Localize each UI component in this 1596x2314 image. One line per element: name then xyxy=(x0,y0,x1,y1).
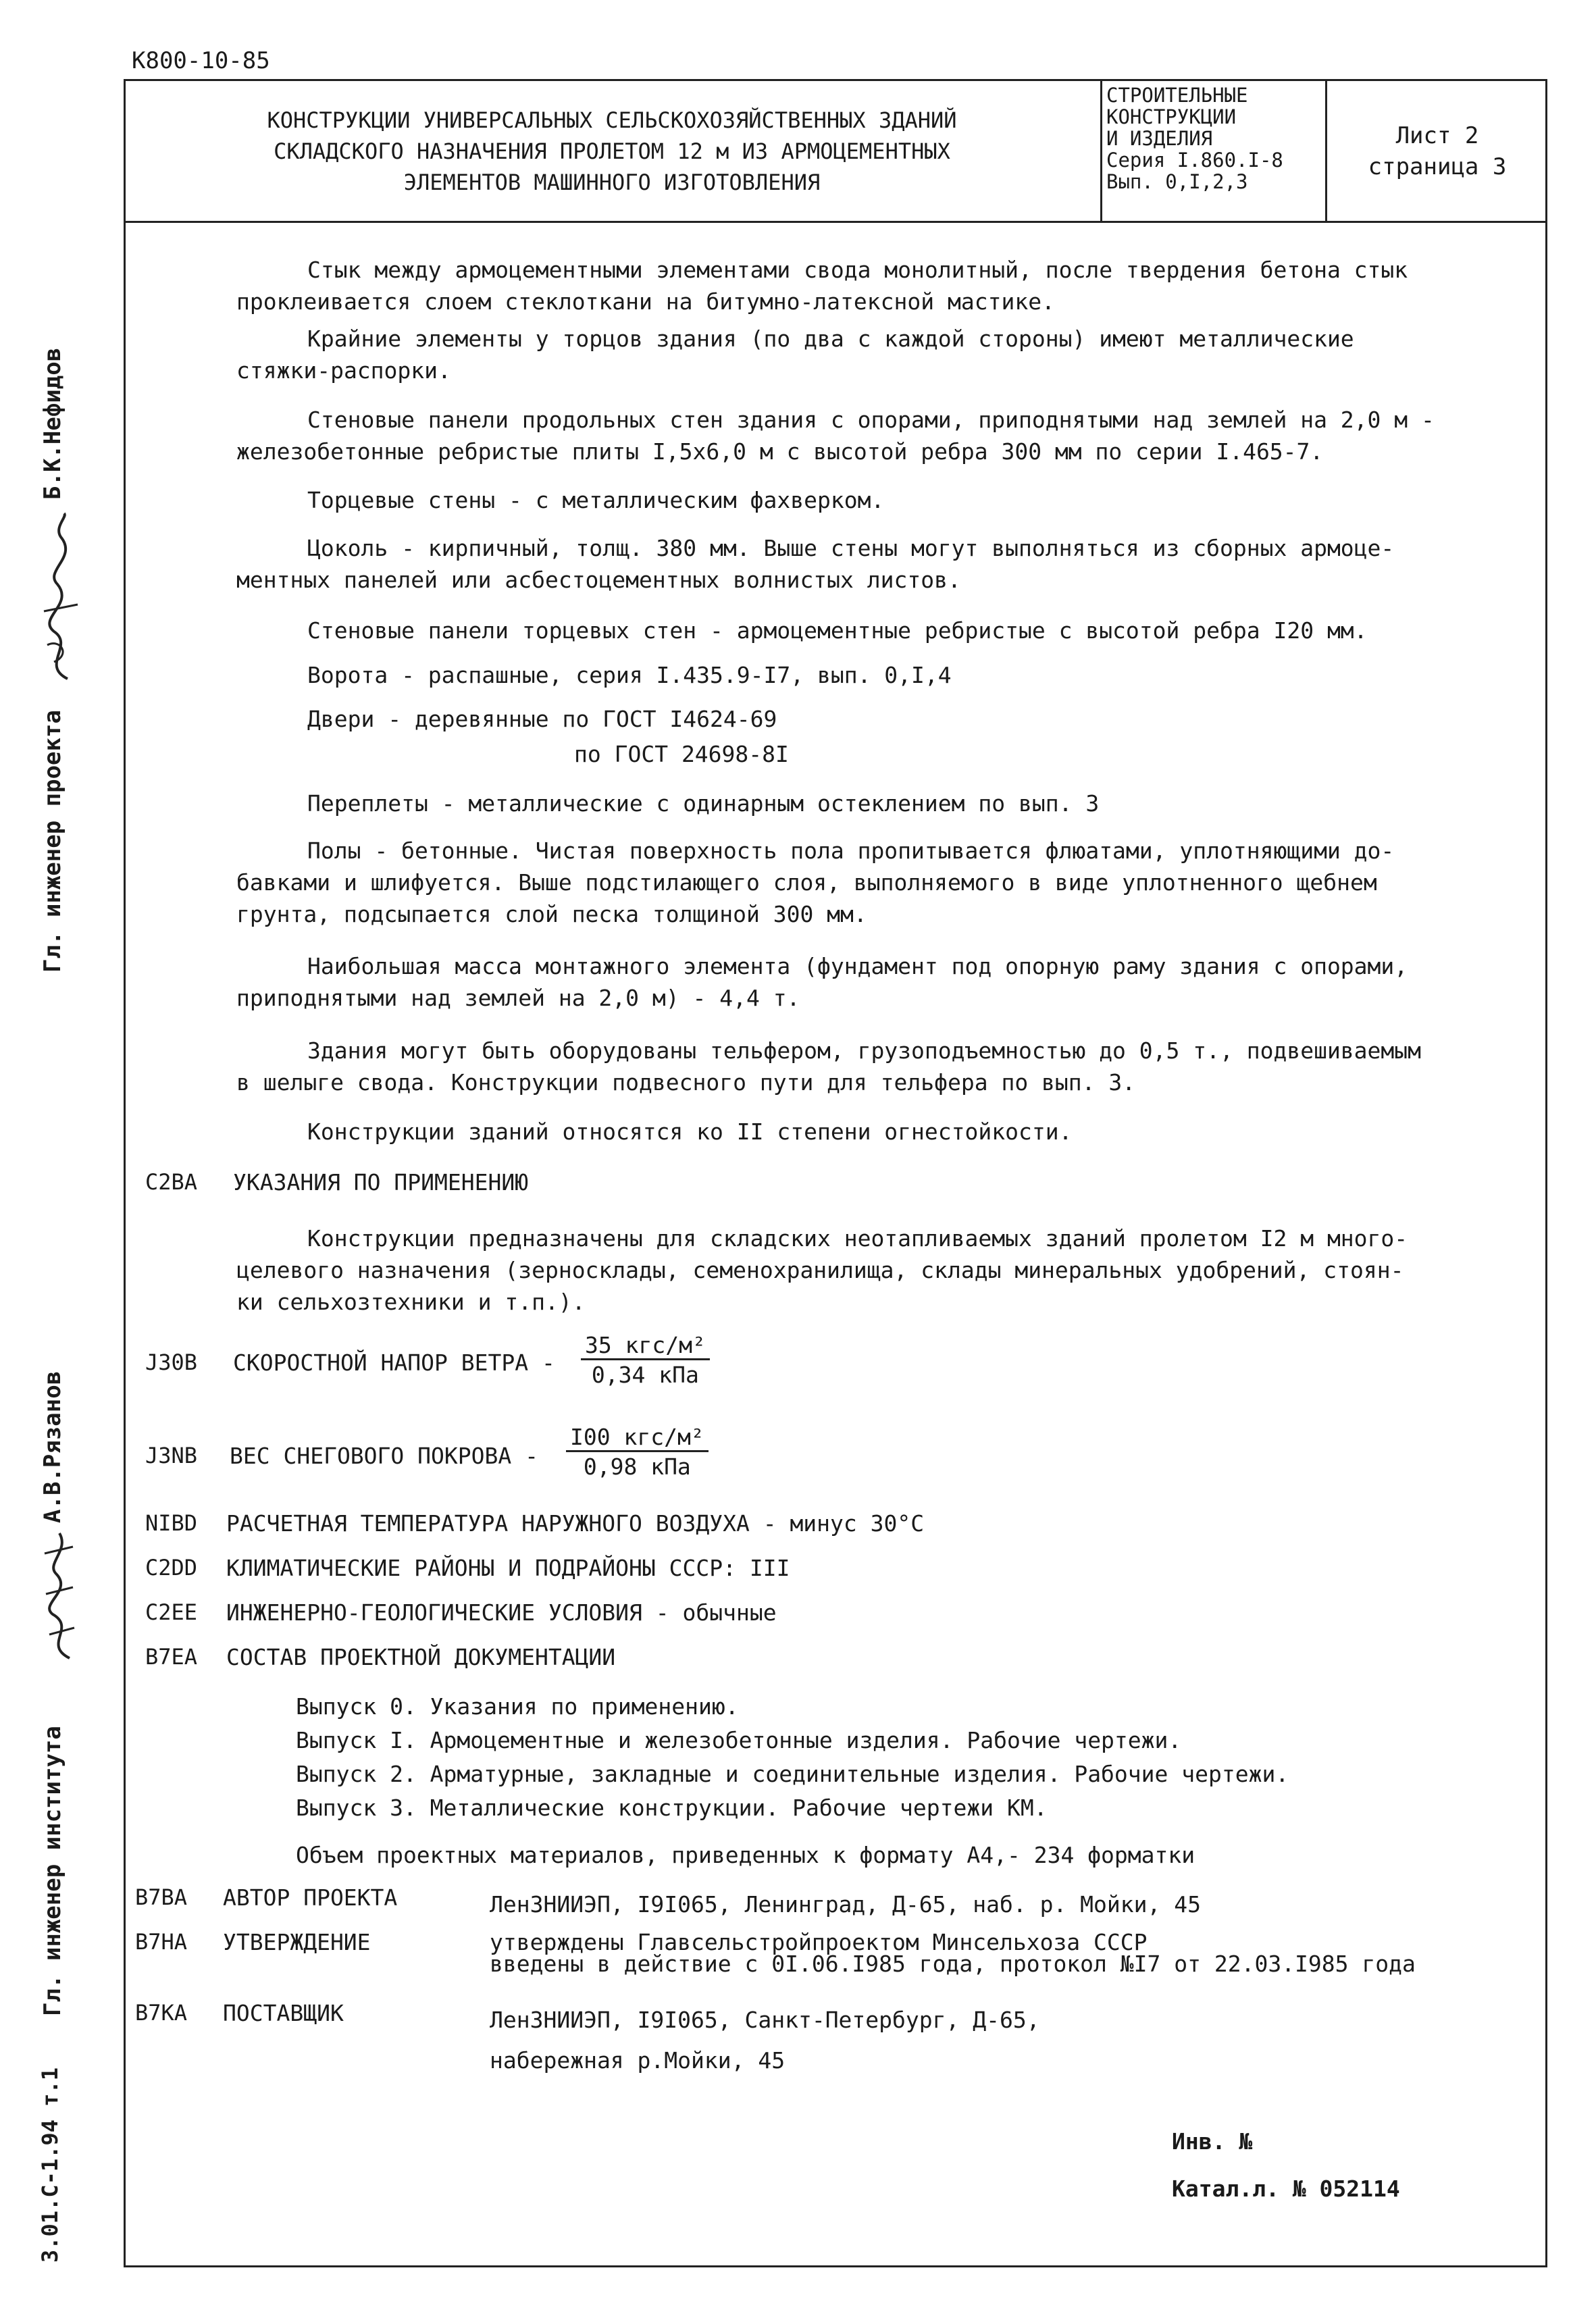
side-institute-engineer-name xyxy=(39,1371,66,1523)
climate-line: КЛИМАТИЧЕСКИЕ РАЙОНЫ И ПОДРАЙОНЫ СССР: III xyxy=(226,1555,790,1581)
body-line: Торцевые стены - с металлическим фахверком. xyxy=(307,487,885,513)
wind-label: СКОРОСТНОЙ НАПОР ВЕТРА - xyxy=(233,1349,555,1376)
supplier-label: ПОСТАВЩИК xyxy=(223,2000,344,2026)
title-block-sheet xyxy=(1325,79,1547,223)
inventory-number: Инв. № xyxy=(1172,2128,1253,2155)
body-line: в шелыге свода. Конструкции подвесного пути для тельфера по вып. 3. xyxy=(236,1069,1136,1096)
series-line-5: Вып. 0,I,2,3 xyxy=(1106,170,1248,193)
issue-line: Выпуск 2. Арматурные, закладные и соединительные изделия. Рабочие чертежи. xyxy=(296,1761,1289,1787)
body-line: Здания могут быть оборудованы тельфером, грузоподъемностью до 0,5 т., подвешиваемым xyxy=(307,1037,1422,1064)
body-line: ментных панелей или асбестоцементных волнистых листов. xyxy=(236,567,961,593)
author-value: ЛенЗНИИЭП, I9I065, Ленинград, Д-65, наб. р. Мойки, 45 xyxy=(490,1891,1201,1918)
issue-line: Выпуск I. Армоцементные и железобетонные изделия. Рабочие чертежи. xyxy=(296,1727,1182,1753)
body-line: Стеновые панели продольных стен здания с опорами, приподнятыми над землей на 2,0 м - xyxy=(307,407,1435,433)
temperature-line: РАСЧЕТНАЯ ТЕМПЕРАТУРА НАРУЖНОГО ВОЗДУХА - минус 30°С xyxy=(226,1510,925,1537)
series-line-2: КОНСТРУКЦИИ xyxy=(1106,105,1237,128)
body-line: приподнятыми над землей на 2,0 м) - 4,4 т. xyxy=(236,985,800,1011)
body-line: бавками и шлифуется. Выше подстилающего слоя, выполняемого в виде уплотненного щебнем xyxy=(236,869,1377,896)
section-code: B7BA xyxy=(135,1884,188,1910)
body-line: по ГОСТ 24698-8I xyxy=(574,741,789,767)
body-line: ки сельхозтехники и т.п.). xyxy=(236,1289,586,1315)
section-code: J3NB xyxy=(145,1443,198,1468)
title-block-series xyxy=(1100,79,1325,223)
series-line-3: И ИЗДЕЛИЯ xyxy=(1106,127,1213,150)
signature-project xyxy=(27,510,91,686)
body-line: Ворота - распашные, серия I.435.9-I7, вып. 0,I,4 xyxy=(307,662,952,688)
page-number: страница 3 xyxy=(1368,153,1507,180)
body-line: Стеновые панели торцевых стен - армоцементные ребристые с высотой ребра I20 мм. xyxy=(307,617,1368,644)
body-line: Наибольшая масса монтажного элемента (фундамент под опорную раму здания с опорами, xyxy=(307,953,1408,979)
volume-line: Объем проектных материалов, приведенных к формату А4,- 234 форматки xyxy=(296,1842,1195,1868)
section-code: C2EE xyxy=(145,1599,198,1625)
section-title: УКАЗАНИЯ ПО ПРИМЕНЕНИЮ xyxy=(233,1169,529,1195)
composition-title: СОСТАВ ПРОЕКТНОЙ ДОКУМЕНТАЦИИ xyxy=(226,1644,616,1670)
body-line: Крайние элементы у торцов здания (по два с каждой стороны) имеют металлические xyxy=(307,326,1354,352)
document-code: К800-10-85 xyxy=(132,47,270,74)
side-code: 3.01.С-1.94 т.1 xyxy=(37,2067,63,2263)
side-name-institute: А.В.Рязанов xyxy=(39,1370,66,1523)
side-project-engineer-name xyxy=(39,348,66,500)
wind-fraction xyxy=(581,1332,710,1388)
snow-value-kgs: I00 кгс/м² xyxy=(566,1424,709,1452)
wind-value-kpa: 0,34 кПа xyxy=(591,1362,699,1388)
series-line-1: СТРОИТЕЛЬНЫЕ xyxy=(1106,84,1248,107)
side-name-project: Б.К.Нефидов xyxy=(39,347,66,500)
approval-label: УТВЕРЖДЕНИЕ xyxy=(223,1929,371,1955)
section-code: B7EA xyxy=(145,1644,198,1670)
sheet-number: Лист 2 xyxy=(1395,122,1479,149)
side-document-code xyxy=(37,2067,63,2263)
title-line-2: СКЛАДСКОГО НАЗНАЧЕНИЯ ПРОЛЕТОМ 12 м ИЗ АРМОЦЕМЕНТНЫХ xyxy=(274,138,950,164)
body-line: Конструкции зданий относятся ко II степени огнестойкости. xyxy=(307,1119,1073,1145)
section-code: C2BA xyxy=(145,1169,198,1195)
body-line: стяжки-распорки. xyxy=(236,357,451,384)
approval-line: утверждены Главсельстройпроектом Минсельхоза СССР xyxy=(490,1929,1148,1955)
section-code: J30B xyxy=(145,1349,198,1375)
issue-line: Выпуск 0. Указания по применению. xyxy=(296,1693,739,1720)
geology-line: ИНЖЕНЕРНО-ГЕОЛОГИЧЕСКИЕ УСЛОВИЯ - обычные xyxy=(226,1599,777,1626)
body-line: Переплеты - металлические с одинарным остеклением по вып. 3 xyxy=(307,790,1100,817)
body-line: Цоколь - кирпичный, толщ. 380 мм. Выше стены могут выполняться из сборных армоце- xyxy=(307,535,1395,561)
series-line-4: Серия I.860.I-8 xyxy=(1106,149,1283,172)
title-line-1: КОНСТРУКЦИИ УНИВЕРСАЛЬНЫХ СЕЛЬСКОХОЗЯЙСТВЕННЫХ ЗДАНИЙ xyxy=(267,107,957,133)
section-code: NIBD xyxy=(145,1510,198,1536)
section-code: B7KA xyxy=(135,2000,188,2026)
side-role-institute: Гл. инженер института xyxy=(39,1726,66,2016)
author-label: АВТОР ПРОЕКТА xyxy=(223,1884,398,1911)
body-line: Двери - деревянные по ГОСТ I4624-69 xyxy=(307,706,777,732)
title-block-title xyxy=(124,79,1100,223)
catalog-sheet: Катал.л. № 052114 xyxy=(1172,2176,1400,2202)
body-line: грунта, подсыпается слой песка толщиной 300 мм. xyxy=(236,901,867,927)
snow-fraction xyxy=(566,1424,709,1480)
supplier-line: набережная р.Мойки, 45 xyxy=(490,2047,786,2074)
section-code: C2DD xyxy=(145,1555,198,1580)
body-line: Стык между армоцементными элементами свода монолитный, после твердения бетона стык xyxy=(307,257,1408,283)
body-line: Полы - бетонные. Чистая поверхность пола пропитывается флюатами, уплотняющими до- xyxy=(307,838,1395,864)
supplier-line: ЛенЗНИИЭП, I9I065, Санкт-Петербург, Д-65, xyxy=(490,2007,1040,2033)
signature-institute xyxy=(26,1526,90,1662)
approval-line: введены в действие с 0I.06.I985 года, протокол №I7 от 22.03.I985 года xyxy=(490,1951,1416,1977)
body-line: железобетонные ребристые плиты I,5х6,0 м с высотой ребра 300 мм по серии I.465-7. xyxy=(236,438,1324,465)
wind-value-kgs: 35 кгс/м² xyxy=(581,1332,710,1360)
section-code: B7HA xyxy=(135,1929,188,1955)
body-line: проклеивается слоем стеклоткани на битумно-латексной мастике. xyxy=(236,288,1055,315)
body-line: Конструкции предназначены для складских неотапливаемых зданий пролетом I2 м много- xyxy=(307,1225,1408,1252)
snow-value-kpa: 0,98 кПа xyxy=(583,1454,691,1480)
body-line: целевого назначения (зерносклады, семенохранилища, склады минеральных удобрений, стоян- xyxy=(236,1257,1404,1283)
issue-line: Выпуск 3. Металлические конструкции. Рабочие чертежи КМ. xyxy=(296,1795,1048,1821)
side-chief-engineer-project xyxy=(39,710,66,973)
side-chief-engineer-institute xyxy=(39,1726,66,2016)
title-line-3: ЭЛЕМЕНТОВ МАШИННОГО ИЗГОТОВЛЕНИЯ xyxy=(403,169,821,195)
snow-label: ВЕС СНЕГОВОГО ПОКРОВА - xyxy=(230,1443,538,1469)
side-role-project: Гл. инженер проекта xyxy=(39,710,66,973)
